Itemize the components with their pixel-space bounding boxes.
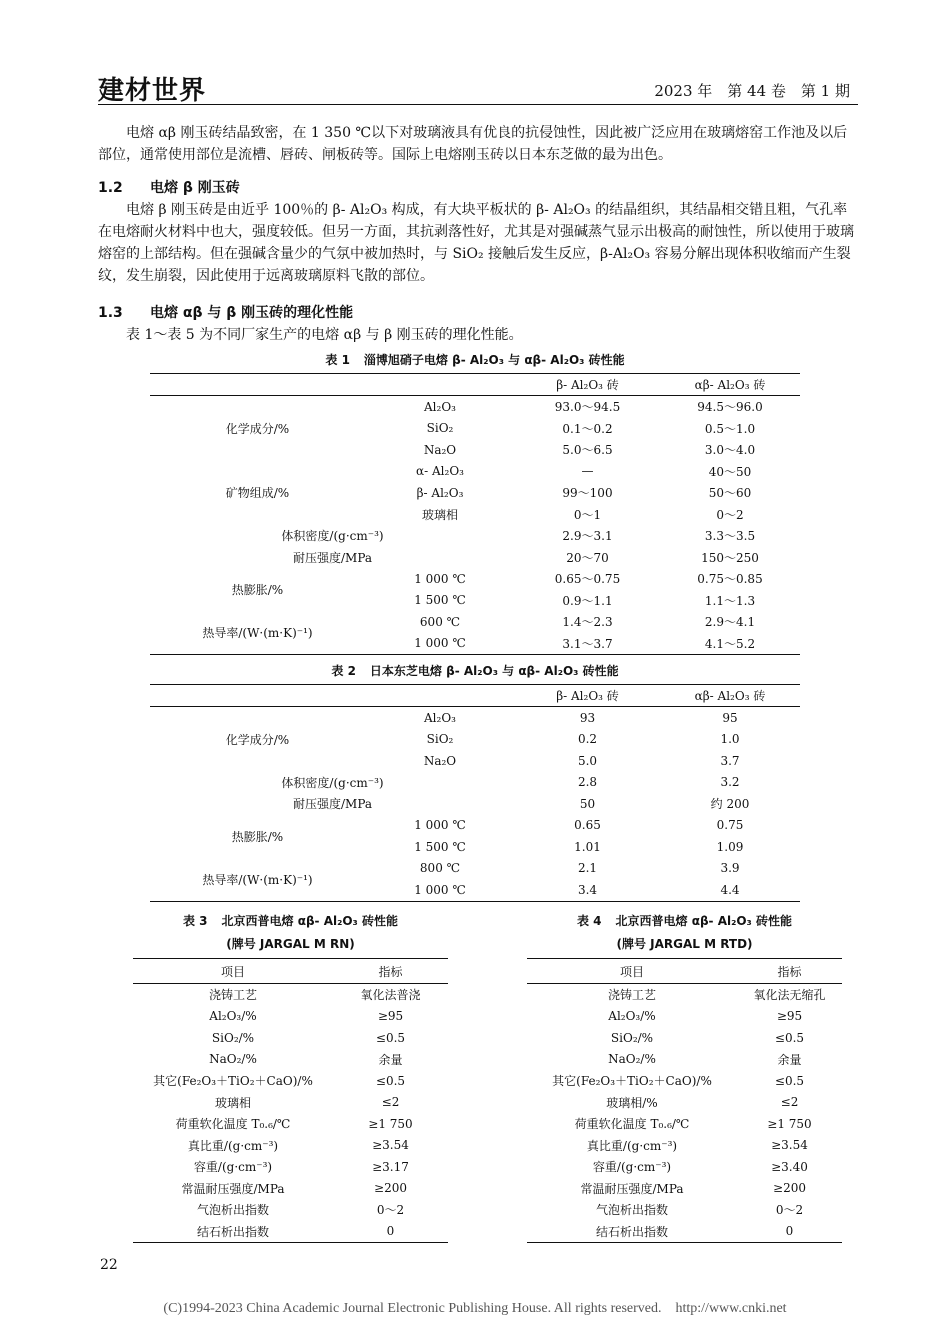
table-row	[527, 1113, 842, 1135]
spec-value: 0～2	[775, 1203, 804, 1218]
table2-header-alphabeta: αβ- Al₂O₃ 砖	[660, 685, 800, 707]
property-sub-label: 600 ℃	[419, 614, 461, 629]
spec-value: ≥3.54	[372, 1138, 409, 1153]
beta-value: —	[581, 464, 594, 479]
beta-value: 50	[579, 796, 596, 811]
property-group-label: 热膨胀/%	[231, 829, 284, 844]
table4	[527, 958, 842, 1243]
property-sub-label: 1 000 ℃	[414, 571, 466, 586]
table-row	[133, 1135, 448, 1157]
spec-item: SiO₂/%	[211, 1030, 255, 1045]
spec-item: Al₂O₃/%	[209, 1009, 257, 1024]
spec-value: ≤2	[381, 1095, 400, 1110]
spec-item: 气泡析出指数	[595, 1203, 668, 1218]
table-row	[527, 1070, 842, 1092]
table-row	[150, 793, 800, 815]
spec-value: 氧化法普浇	[360, 988, 421, 1003]
spec-value: ≥1 750	[767, 1116, 812, 1131]
alphabeta-value: 1.1～1.3	[704, 593, 756, 608]
table-row	[527, 1135, 842, 1157]
journal-title: 建材世界	[98, 76, 207, 106]
table-row	[133, 984, 448, 1006]
header-rule	[98, 104, 858, 105]
beta-value: 5.0	[577, 753, 598, 768]
property-sub-label: 800 ℃	[419, 861, 461, 876]
alphabeta-value: 40～50	[708, 464, 752, 479]
alphabeta-value: 0.75～0.85	[697, 572, 763, 587]
property-group-label: 热导率/(W·(m·K)⁻¹)	[202, 626, 313, 640]
beta-value: 93.0～94.5	[554, 400, 621, 415]
alphabeta-value: 3.9	[720, 861, 740, 876]
spec-value: ≤0.5	[375, 1030, 406, 1045]
beta-value: 5.0～6.5	[562, 443, 613, 458]
table-row	[527, 1049, 842, 1071]
spec-value: ≥95	[776, 1009, 803, 1024]
beta-value: 0.2	[577, 732, 598, 747]
property-sub-label: Na₂O	[423, 442, 457, 457]
beta-value: 3.4	[577, 882, 598, 897]
table-row	[133, 1113, 448, 1135]
spec-value: 0	[386, 1224, 395, 1239]
property-group-label: 矿物组成/%	[225, 486, 290, 501]
table-row	[133, 1006, 448, 1028]
alphabeta-value: 1.0	[720, 732, 740, 747]
spec-item: 结石析出指数	[196, 1224, 269, 1239]
table1-caption: 表 1 淄博旭硝子电熔 β- Al₂O₃ 与 αβ- Al₂O₃ 砖性能	[325, 353, 625, 367]
beta-value: 20～70	[566, 550, 609, 565]
spec-item: SiO₂/%	[610, 1030, 654, 1045]
spec-item: 荷重软化温度 T₀.₆/℃	[175, 1117, 291, 1132]
table-row	[150, 461, 800, 483]
beta-value: 1.4～2.3	[562, 615, 613, 630]
spec-item: 其它(Fe₂O₃＋TiO₂＋CaO)/%	[153, 1074, 313, 1089]
property-sub-label: Al₂O₃	[424, 710, 456, 725]
table-row	[133, 1156, 448, 1178]
table1-header-alphabeta: αβ- Al₂O₃ 砖	[660, 374, 800, 396]
spec-value: ≥1 750	[368, 1116, 413, 1131]
spec-item: 容重/(g·cm⁻³)	[193, 1160, 273, 1175]
table3-caption: 表 3 北京西普电熔 αβ- Al₂O₃ 砖性能 (牌号 JARGAL M RN)	[183, 914, 398, 951]
table-row	[527, 1027, 842, 1049]
alphabeta-value: 0.5～1.0	[704, 421, 756, 436]
spec-item: NaO₂/%	[608, 1052, 656, 1067]
spec-value: ≥3.54	[771, 1138, 808, 1153]
table-row	[150, 772, 800, 794]
property-group-label: 热导率/(W·(m·K)⁻¹)	[202, 872, 313, 887]
spec-item: 容重/(g·cm⁻³)	[592, 1160, 672, 1175]
property-sub-label: 玻璃相	[421, 507, 458, 522]
spec-value: ≥3.17	[372, 1159, 409, 1174]
spec-value: 氧化法无缩孔	[753, 988, 826, 1003]
property-sub-label: α- Al₂O₃	[416, 464, 464, 479]
table-row	[527, 1006, 842, 1028]
table-row	[133, 1092, 448, 1114]
spec-item: 常温耐压强度/MPa	[580, 1181, 684, 1196]
table-row	[150, 707, 800, 729]
table-row	[527, 1221, 842, 1243]
property-sub-label: β- Al₂O₃	[416, 485, 464, 500]
spec-value: ≤2	[780, 1095, 799, 1110]
table4-header-spec: 指标	[737, 959, 842, 984]
spec-item: 荷重软化温度 T₀.₆/℃	[574, 1117, 690, 1132]
spec-item: 其它(Fe₂O₃＋TiO₂＋CaO)/%	[552, 1074, 712, 1089]
alphabeta-value: 95	[722, 710, 738, 725]
table3-header-item: 项目	[133, 959, 333, 984]
beta-value: 0.65	[574, 818, 601, 833]
alphabeta-value: 3.7	[720, 753, 740, 768]
table-row	[133, 1221, 448, 1243]
property-sub-label: 1 000 ℃	[414, 882, 466, 897]
spec-value: 0～2	[376, 1203, 405, 1218]
table-row	[133, 1027, 448, 1049]
property-sub-label: Al₂O₃	[424, 399, 456, 414]
alphabeta-value: 150～250	[701, 550, 759, 565]
table1-header-beta: β- Al₂O₃ 砖	[515, 374, 660, 396]
beta-value: 3.1～3.7	[562, 636, 613, 651]
table-row	[527, 1178, 842, 1200]
section-1-3-text: 表 1～表 5 为不同厂家生产的电熔 αβ 与 β 刚玉砖的理化性能。	[126, 327, 523, 343]
alphabeta-value: 2.9～4.1	[704, 615, 756, 630]
property-label: 体积密度/(g·cm⁻³)	[281, 775, 384, 790]
spec-item: 气泡析出指数	[196, 1203, 269, 1218]
spec-value: ≤0.5	[375, 1073, 406, 1088]
property-sub-label: 1 500 ℃	[414, 593, 466, 608]
table-row	[133, 1199, 448, 1221]
spec-item: Al₂O₃/%	[608, 1009, 656, 1024]
alphabeta-value: 50～60	[708, 486, 752, 501]
beta-value: 0.1～0.2	[562, 421, 613, 436]
spec-item: 玻璃相/%	[606, 1095, 658, 1110]
alphabeta-value: 0～2	[716, 507, 744, 522]
property-sub-label: 1 000 ℃	[414, 818, 466, 833]
property-sub-label: 1 500 ℃	[414, 839, 466, 854]
table2-header-beta: β- Al₂O₃ 砖	[515, 685, 660, 707]
spec-item: 浇铸工艺	[208, 988, 257, 1003]
table-row	[150, 568, 800, 590]
alphabeta-value: 0.75	[716, 818, 744, 833]
table4-caption: 表 4 北京西普电熔 αβ- Al₂O₃ 砖性能 (牌号 JARGAL M RTD)	[577, 914, 792, 951]
property-sub-label: 1 000 ℃	[414, 636, 466, 651]
property-group-label: 化学成分/%	[225, 421, 290, 436]
alphabeta-value: 3.0～4.0	[704, 443, 756, 458]
table-row	[150, 525, 800, 547]
table-row	[150, 396, 800, 418]
section-heading-1-2: 1.2 电熔 β 刚玉砖	[98, 180, 240, 196]
property-label: 体积密度/(g·cm⁻³)	[281, 529, 384, 544]
spec-value: ≤0.5	[774, 1073, 805, 1088]
table-row	[150, 611, 800, 633]
spec-value: ≥200	[374, 1181, 407, 1196]
beta-value: 93	[579, 710, 596, 725]
table3	[133, 958, 448, 1243]
table-row	[527, 1199, 842, 1221]
spec-item: 真比重/(g·cm⁻³)	[586, 1138, 678, 1153]
table2	[150, 684, 800, 902]
beta-value: 1.01	[574, 839, 601, 854]
spec-value: ≥200	[773, 1181, 806, 1196]
beta-value: 2.9～3.1	[562, 529, 613, 544]
beta-value: 2.1	[577, 861, 598, 876]
page-number: 22	[100, 1257, 118, 1273]
copyright-footer: (C)1994-2023 China Academic Journal Electronic Publishing House. All rights reserved. http://www.cnki.net	[163, 1301, 787, 1316]
beta-value: 2.8	[577, 775, 598, 790]
property-label: 耐压强度/MPa	[292, 550, 373, 565]
spec-item: 常温耐压强度/MPa	[181, 1181, 285, 1196]
table-row	[527, 1156, 842, 1178]
table4-header-item: 项目	[527, 959, 737, 984]
spec-item: 真比重/(g·cm⁻³)	[187, 1138, 279, 1153]
alphabeta-value: 3.2	[720, 775, 740, 790]
table1	[150, 373, 800, 655]
spec-item: NaO₂/%	[209, 1052, 257, 1067]
spec-item: 浇铸工艺	[607, 988, 656, 1003]
spec-value: ≥95	[377, 1009, 404, 1024]
issue-info: 2023 年 第 44 卷 第 1 期	[654, 82, 850, 100]
spec-value: 余量	[378, 1052, 403, 1067]
table-row	[527, 1092, 842, 1114]
property-group-label: 热膨胀/%	[231, 583, 284, 597]
table-row	[150, 815, 800, 837]
table-row	[133, 1178, 448, 1200]
alphabeta-value: 1.09	[716, 839, 744, 854]
beta-value: 0～1	[573, 507, 602, 522]
table-row	[133, 1070, 448, 1092]
intro-paragraph: 电熔 αβ 刚玉砖结晶致密，在 1 350 ℃以下对玻璃液具有优良的抗侵蚀性，因此被广泛应用在玻璃熔窑工作池及以后部位，通常使用部位是流槽、唇砖、闸板砖等。国际上电熔刚玉砖以日本东芝做的最为出色。	[98, 125, 848, 163]
property-sub-label: SiO₂	[426, 732, 454, 747]
property-group-label: 化学成分/%	[225, 732, 290, 747]
beta-value: 99～100	[562, 486, 613, 501]
alphabeta-value: 3.3～3.5	[704, 529, 756, 544]
spec-item: 结石析出指数	[595, 1224, 668, 1239]
table-row	[527, 984, 842, 1006]
spec-value: ≤0.5	[774, 1030, 805, 1045]
table-row	[133, 1049, 448, 1071]
table-row	[150, 547, 800, 569]
alphabeta-value: 94.5～96.0	[697, 400, 763, 415]
table2-caption: 表 2 日本东芝电熔 β- Al₂O₃ 与 αβ- Al₂O₃ 砖性能	[331, 664, 619, 678]
alphabeta-value: 4.1～5.2	[704, 636, 756, 651]
property-sub-label: Na₂O	[423, 753, 457, 768]
alphabeta-value: 约 200	[710, 797, 750, 812]
beta-value: 0.9～1.1	[562, 593, 613, 608]
property-label: 耐压强度/MPa	[292, 797, 373, 812]
spec-value: 0	[785, 1224, 794, 1239]
spec-value: 余量	[777, 1052, 802, 1067]
alphabeta-value: 4.4	[720, 882, 740, 897]
table-row	[150, 858, 800, 880]
property-sub-label: SiO₂	[426, 421, 454, 436]
spec-value: ≥3.40	[771, 1159, 808, 1174]
spec-item: 玻璃相	[214, 1095, 251, 1110]
beta-value: 0.65～0.75	[554, 572, 621, 587]
section-heading-1-3: 1.3 电熔 αβ 与 β 刚玉砖的理化性能	[98, 305, 354, 321]
table3-header-spec: 指标	[333, 959, 448, 984]
section-1-2-text: 电熔 β 刚玉砖是由近乎 100％的 β- Al₂O₃ 构成，有大块平板状的 β- Al₂O₃ 的结晶组织，其结晶相交错且粗，气孔率在电熔耐火材料中也大，强度较低。但另一方面，其抗剥落性好，尤其是对强碱蒸气显示出极高的耐蚀性，所以使用于玻璃熔窑的上部结构。但在强碱含量少的气氛中被加热时，与 SiO₂ 接触后发生反应，β-Al₂O₃ 容易分解出现体积收缩而产生裂纹，发生崩裂，因此使用于远离玻璃原料飞散的部位。	[98, 202, 854, 284]
